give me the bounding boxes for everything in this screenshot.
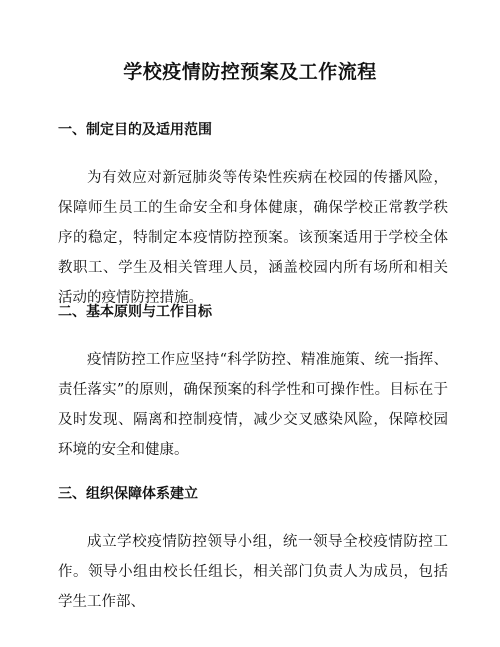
section-heading-1: 一、制定目的及适用范围: [58, 122, 212, 138]
section-heading-2: 二、基本原则与工作目标: [58, 304, 212, 320]
section-paragraph-2: 疫情防控工作应坚持“科学防控、精准施策、统一指挥、责任落实”的原则，确保预案的科学性和可操作性。目标在于及时发现、隔离和控制疫情，减少交叉感染风险，保障校园环境的安全和健康。: [58, 352, 448, 458]
section-paragraph-3: 成立学校疫情防控领导小组，统一领导全校疫情防控工作。领导小组由校长任组长，相关部门负责人为成员，包括学生工作部、: [58, 534, 448, 610]
section-paragraph-1: 为有效应对新冠肺炎等传染性疾病在校园的传播风险，保障师生员工的生命安全和身体健康，确保学校正常教学秩序的稳定，特制定本疫情防控预案。该预案适用于学校全体教职工、学生及相关管理人员，涵盖校园内所有场所和相关活动的疫情防控措施。: [58, 170, 448, 306]
section-heading-3: 三、组织保障体系建立: [58, 486, 198, 502]
document-title: 学校疫情防控预案及工作流程: [123, 61, 377, 83]
